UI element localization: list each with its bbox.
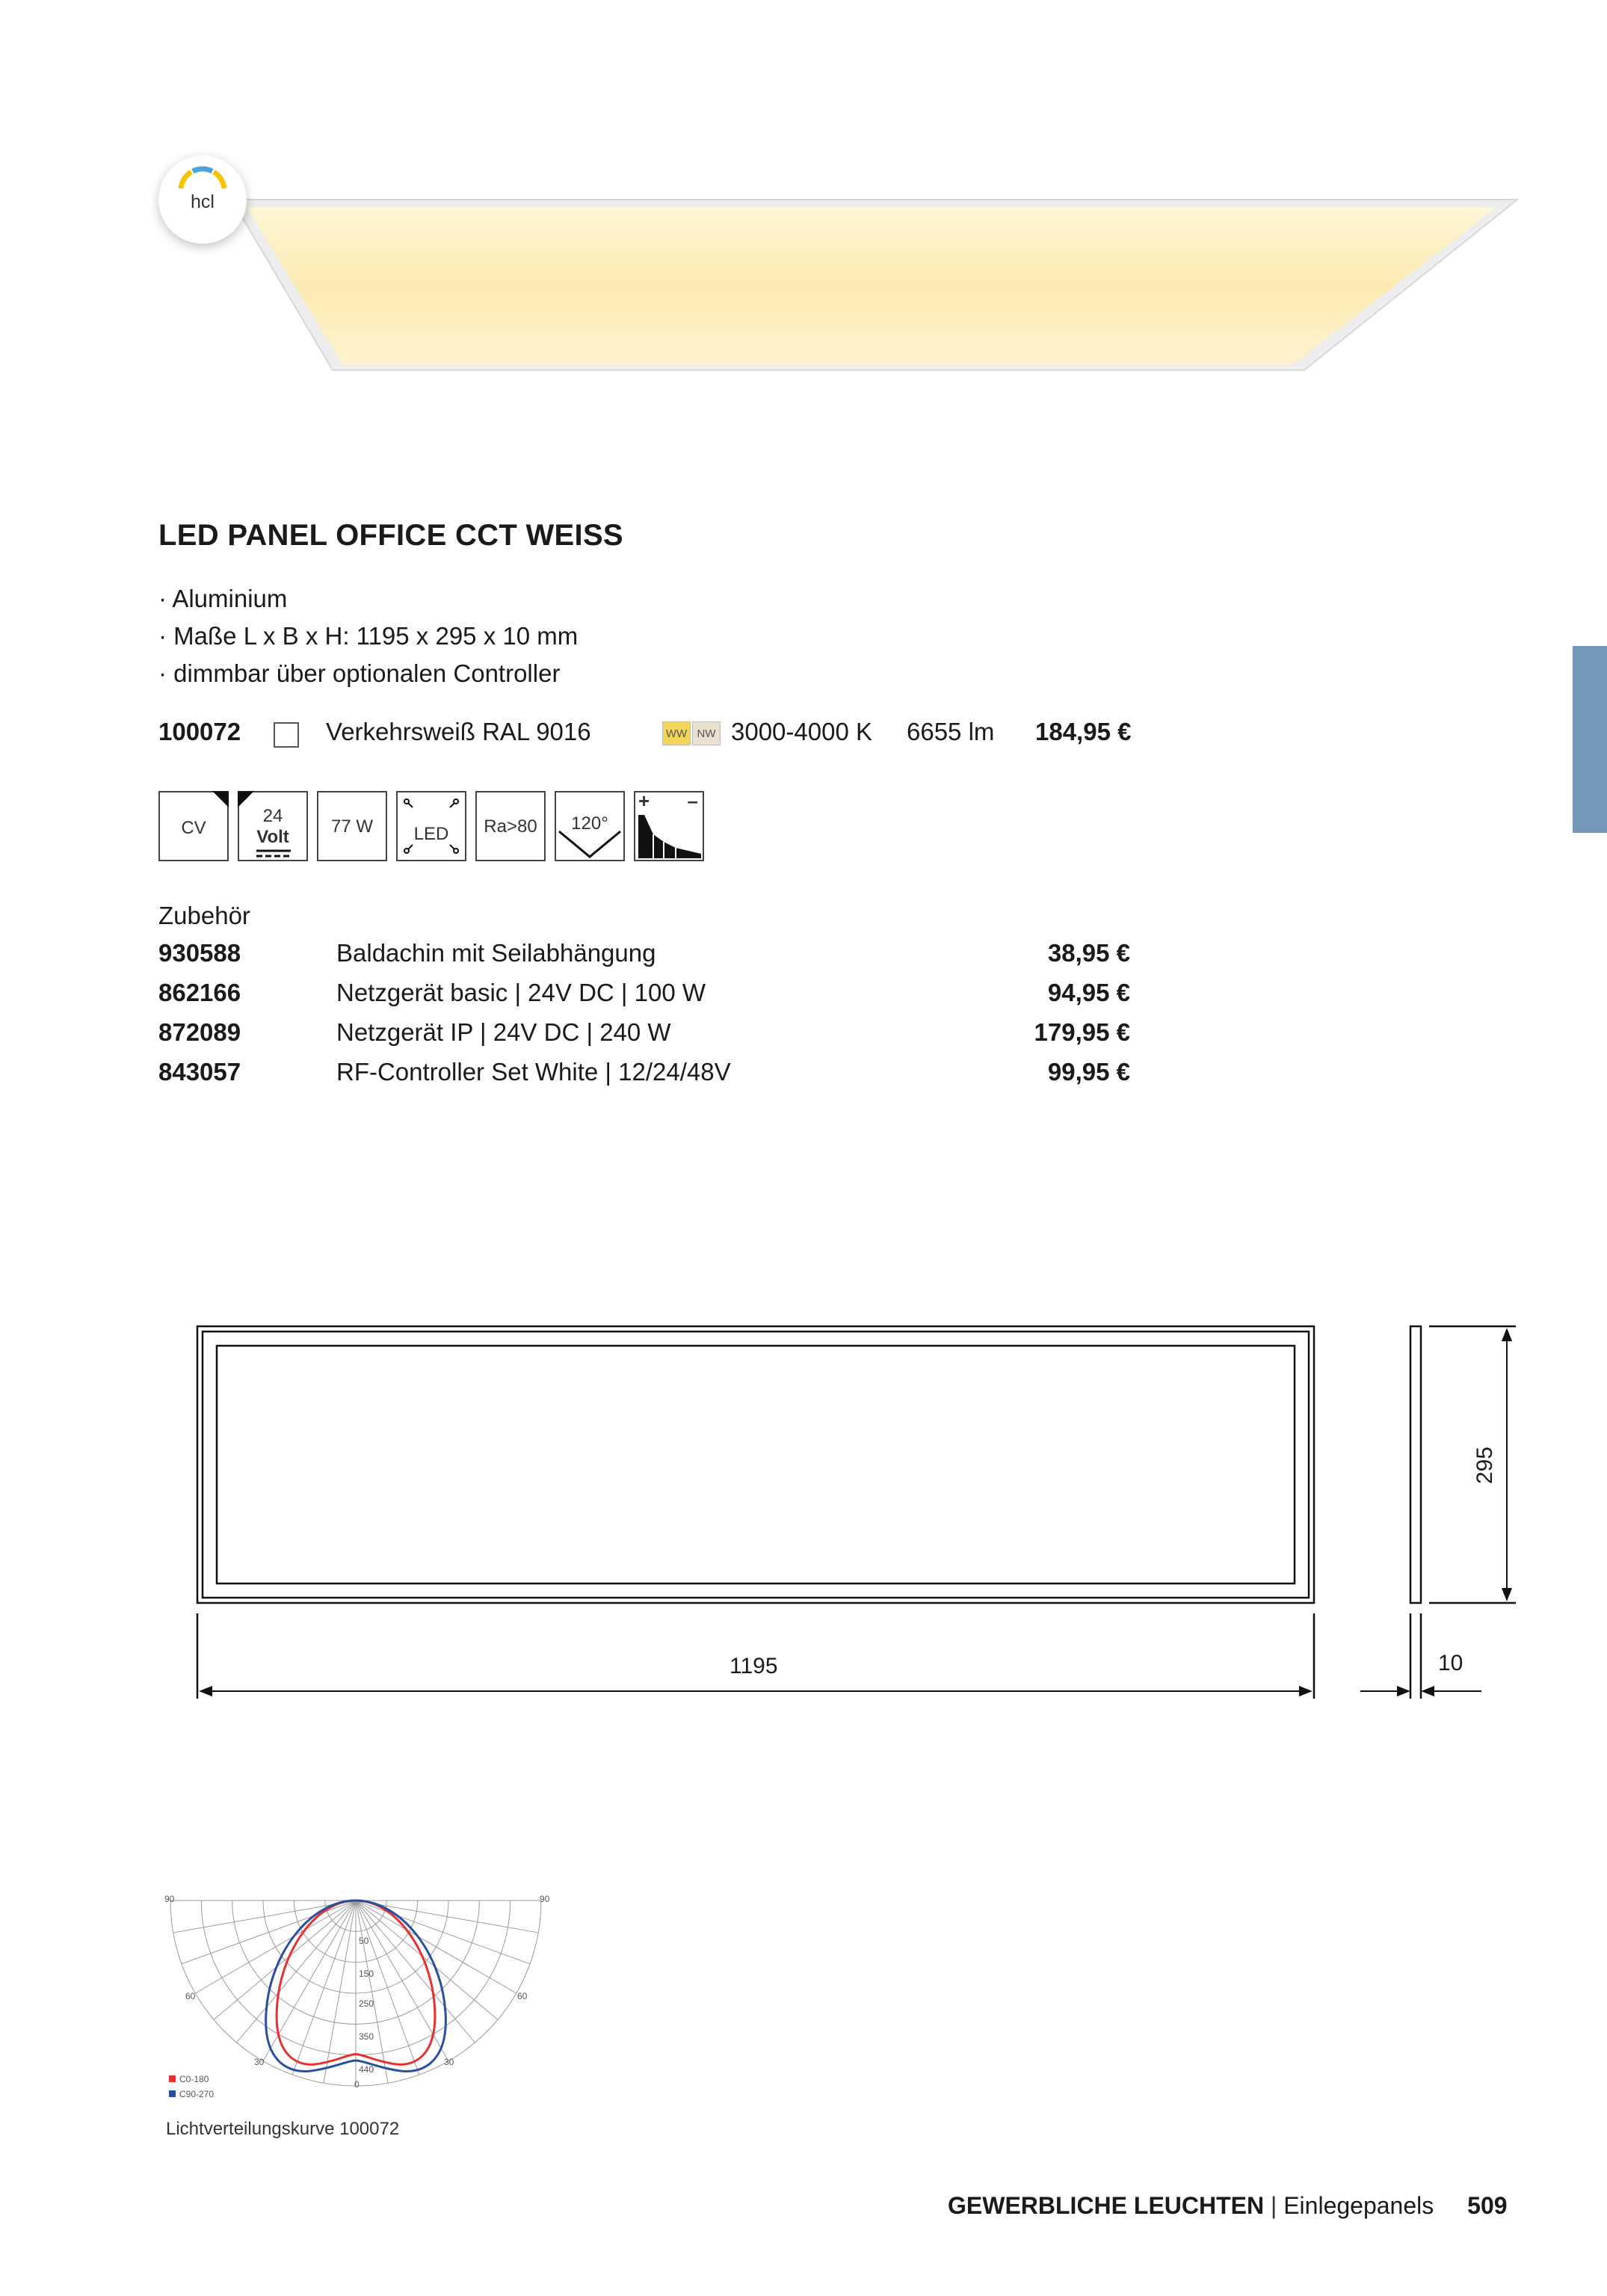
polar-caption: Lichtverteilungskurve 100072	[166, 2119, 400, 2139]
angle-label: 60	[185, 1991, 196, 2001]
angle-label: 30	[254, 2057, 265, 2067]
accessory-price: 94,95 €	[1047, 979, 1130, 1006]
angle-label: 60	[517, 1991, 528, 2001]
feature-item: · dimmbar über optionalen Controller	[158, 659, 561, 687]
accessory-price: 99,95 €	[1047, 1058, 1130, 1086]
dim-height: 10	[1438, 1651, 1463, 1675]
feature-item: · Maße L x B x H: 1195 x 295 x 10 mm	[158, 622, 579, 650]
polar-chart	[161, 1884, 565, 2108]
dimmable-icon: + –	[634, 791, 704, 861]
hcl-badge	[158, 156, 247, 244]
legend-swatch-c0	[169, 2075, 176, 2082]
accessory-sku: 843057	[158, 1058, 241, 1086]
accessory-desc: Netzgerät basic | 24V DC | 100 W	[336, 979, 706, 1006]
footer-separator: |	[1271, 2192, 1277, 2219]
variant-lumen: 6655 lm	[907, 718, 995, 745]
hcl-label: hcl	[191, 191, 215, 212]
cct-badge-nw: NW	[692, 721, 721, 745]
accessory-price: 38,95 €	[1047, 939, 1130, 967]
variant-sku: 100072	[158, 718, 241, 745]
accessory-desc: Baldachin mit Seilabhängung	[336, 939, 656, 967]
variant-price: 184,95 €	[1035, 718, 1132, 745]
feature-item: · Aluminium	[158, 585, 288, 612]
volt-icon: 24 Volt	[238, 791, 308, 861]
accessory-price: 179,95 €	[1034, 1018, 1130, 1046]
ring-label: 350	[359, 2031, 374, 2042]
accessory-sku: 872089	[158, 1018, 241, 1046]
dim-length: 1195	[730, 1654, 778, 1678]
ring-label: 150	[359, 1969, 374, 1979]
accessory-sku: 930588	[158, 939, 241, 967]
angle-label: 90	[164, 1894, 175, 1904]
hcl-arc-icon	[175, 160, 230, 193]
product-title: LED PANEL OFFICE CCT WEISS	[158, 519, 623, 552]
led-icon: LED	[396, 791, 466, 861]
page-number: 509	[1467, 2192, 1508, 2219]
variant-cct: 3000-4000 K	[731, 718, 872, 745]
legend-swatch-c90	[169, 2090, 176, 2097]
dim-width: 295	[1472, 1446, 1497, 1485]
cv-icon: CV	[158, 791, 229, 861]
accessory-desc: Netzgerät IP | 24V DC | 240 W	[336, 1018, 671, 1046]
legend-label: C90-270	[179, 2089, 215, 2099]
cct-badge-ww: WW	[662, 721, 691, 745]
wattage-icon: 77 W	[317, 791, 387, 861]
angle-label: 30	[444, 2057, 454, 2067]
ring-label: 250	[359, 1998, 374, 2009]
footer-subsection: Einlegepanels	[1283, 2192, 1434, 2219]
footer-section: GEWERBLICHE LEUCHTEN	[948, 2192, 1265, 2219]
accessory-sku: 862166	[158, 979, 241, 1006]
accessories-heading: Zubehör	[158, 902, 250, 929]
variant-color: Verkehrsweiß RAL 9016	[326, 718, 591, 745]
legend-label: C0-180	[179, 2074, 209, 2084]
angle-label: 90	[540, 1894, 550, 1904]
angle-label: 0	[354, 2079, 360, 2090]
page-footer	[948, 2192, 1508, 2220]
accessory-desc: RF-Controller Set White | 12/24/48V	[336, 1058, 731, 1086]
ring-label: 50	[359, 1936, 369, 1946]
beam-angle-icon: 120°	[555, 791, 625, 861]
ring-label: 440	[359, 2064, 374, 2075]
cri-icon: Ra>80	[475, 791, 546, 861]
